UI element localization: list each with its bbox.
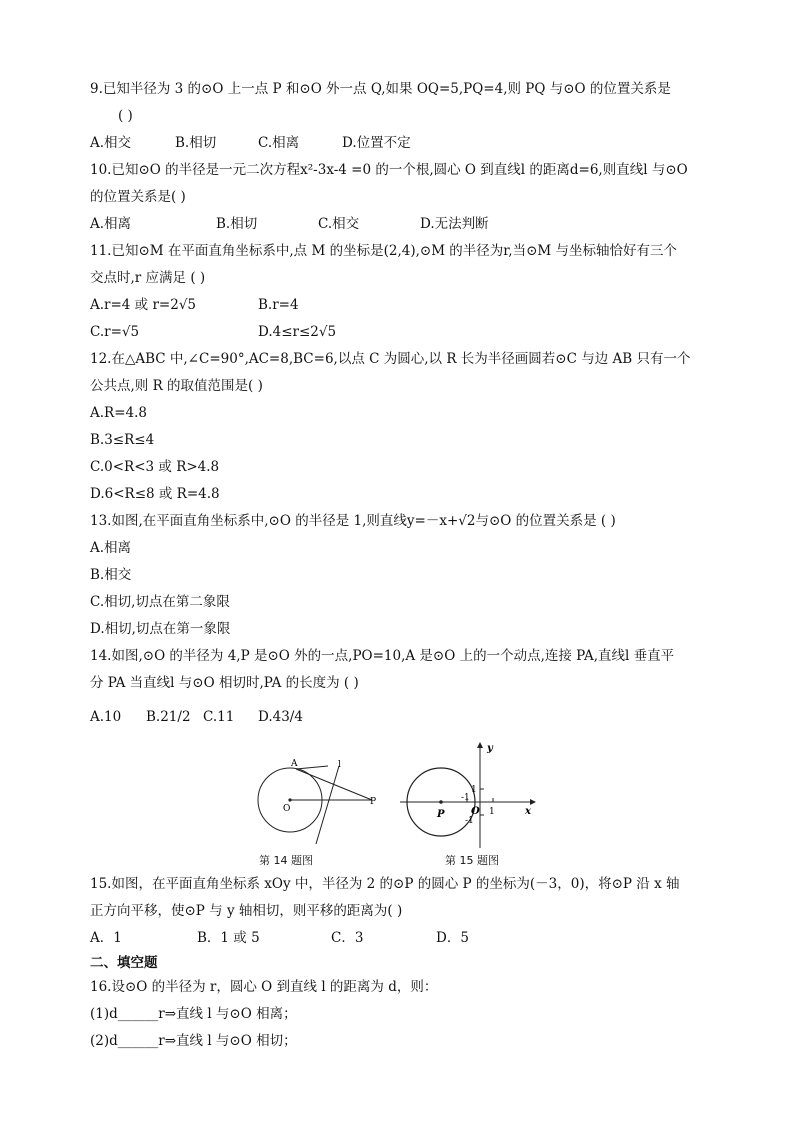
q9-option-b: B.相切 (175, 135, 217, 151)
q14-stem-line1: 14.如图,⊙O 的半径为 4,P 是⊙O 外的一点,PO=10,A 是⊙O 上的一个动点,连接 PA,直线l 垂直平 (90, 648, 675, 664)
q12-option-b: B.3≤R≤4 (90, 432, 155, 448)
label-a: A (291, 759, 298, 769)
q14-option-d: D.43/4 (258, 709, 303, 725)
q14-option-b: B.21/2 (146, 709, 191, 725)
q10-option-b: B.相切 (216, 216, 258, 232)
q11-option-b: B.r=4 (258, 297, 299, 313)
q11-stem-line1: 11.已知⊙M 在平面直角坐标系中,点 M 的坐标是(2,4),⊙M 的半径为r,当⊙M 与坐标轴恰好有三个 (90, 243, 677, 259)
q16-stem-line1: 16.设⊙O 的半径为 r，圆心 O 到直线 l 的距离为 d，则： (90, 979, 438, 995)
q10-stem-line2: 的位置关系是( ) (90, 189, 186, 205)
q13-stem-line1: 13.如图,在平面直角坐标系中,⊙O 的半径是 1,则直线y=－x+√2与⊙O 的位置关系是 ( ) (90, 513, 616, 529)
label-tick-y-1: 1 (471, 785, 477, 795)
q11-option-a: A.r=4 或 r=2√5 (90, 297, 197, 313)
y-axis-arrow-icon (477, 742, 483, 748)
q14-option-c: C.11 (203, 709, 235, 725)
q15-stem-line2: 正方向平移，使⊙P 与 y 轴相切，则平移的距离为( ) (90, 903, 403, 919)
label-tick-x-1: 1 (489, 807, 495, 817)
q9-option-c: C.相离 (258, 135, 300, 151)
q12-option-a: A.R=4.8 (90, 405, 147, 421)
q12-option-c: C.0<R<3 或 R>4.8 (90, 459, 220, 475)
q15-option-b: B．1 或 5 (197, 930, 260, 946)
q12-stem-line1: 12.在△ABC 中,∠C=90°,AC=8,BC=6,以点 C 为圆心,以 R 长为半径画圆若⊙C 与边 AB 只有一个 (90, 351, 691, 367)
q15-option-a: A．1 (90, 930, 122, 946)
q9-option-d: D.位置不定 (342, 135, 411, 151)
x-axis-arrow-icon (530, 799, 536, 805)
label-tick-y-neg1: -1 (465, 816, 474, 826)
label-p: P (370, 797, 377, 807)
point-o (288, 798, 291, 801)
section-heading-fill-in: 二、填空题 (90, 955, 158, 971)
q15-stem-line1: 15.如图，在平面直角坐标系 xOy 中，半径为 2 的⊙P 的圆心 P 的坐标为(－3，0)，将⊙P 沿 x 轴 (90, 876, 680, 892)
q10-option-a: A.相离 (90, 216, 132, 232)
label-y: y (487, 743, 493, 754)
q9-stem-line1: 9.已知半径为 3 的⊙O 上一点 P 和⊙O 外一点 Q,如果 OQ=5,PQ=4,则 PQ 与⊙O 的位置关系是 (90, 81, 671, 97)
q12-stem-line2: 公共点,则 R 的取值范围是( ) (90, 378, 263, 394)
q15-option-d: D．5 (436, 930, 469, 946)
label-tick-x-neg1: -1 (461, 793, 470, 803)
point-p (439, 800, 443, 804)
q10-option-d: D.无法判断 (420, 216, 489, 232)
q16-blank-2: (2)d______r⇒直线 l 与⊙O 相切； (90, 1033, 297, 1049)
q11-option-c: C.r=√5 (90, 324, 140, 340)
label-l: l (338, 760, 341, 770)
label-p: P (437, 809, 445, 820)
figure-15-caption: 第 15 题图 (445, 854, 499, 867)
q13-option-c: C.相切,切点在第二象限 (90, 594, 230, 610)
q11-stem-line2: 交点时,r 应满足 ( ) (90, 270, 206, 286)
q15-option-c: C．3 (331, 930, 364, 946)
figure-14 (250, 752, 390, 852)
segment-a-top (296, 766, 328, 769)
q13-option-b: B.相交 (90, 567, 132, 583)
figure-15 (398, 740, 538, 850)
q13-option-a: A.相离 (90, 540, 132, 556)
q13-option-d: D.相切,切点在第一象限 (90, 621, 231, 637)
label-x: x (525, 806, 531, 817)
q14-stem-line2: 分 PA 当直线l 与⊙O 相切时,PA 的长度为 ( ) (90, 675, 359, 691)
q9-option-a: A.相交 (90, 135, 132, 151)
q16-blank-1: (1)d______r⇒直线 l 与⊙O 相离； (90, 1006, 297, 1022)
label-origin: O (471, 806, 480, 817)
q14-option-a: A.10 (90, 709, 122, 725)
label-o: O (283, 804, 291, 814)
q12-option-d: D.6<R≤8 或 R=4.8 (90, 486, 220, 502)
figure-14-caption: 第 14 题图 (259, 854, 313, 867)
q9-stem-line2: ( ) (118, 108, 133, 124)
q11-option-d: D.4≤r≤2√5 (258, 324, 337, 340)
line-l (316, 766, 339, 844)
q10-option-c: C.相交 (318, 216, 360, 232)
q10-stem-line1: 10.已知⊙O 的半径是一元二次方程x²-3x-4 =0 的一个根,圆心 O 到直线l 的距离d=6,则直线l 与⊙O (90, 162, 688, 178)
